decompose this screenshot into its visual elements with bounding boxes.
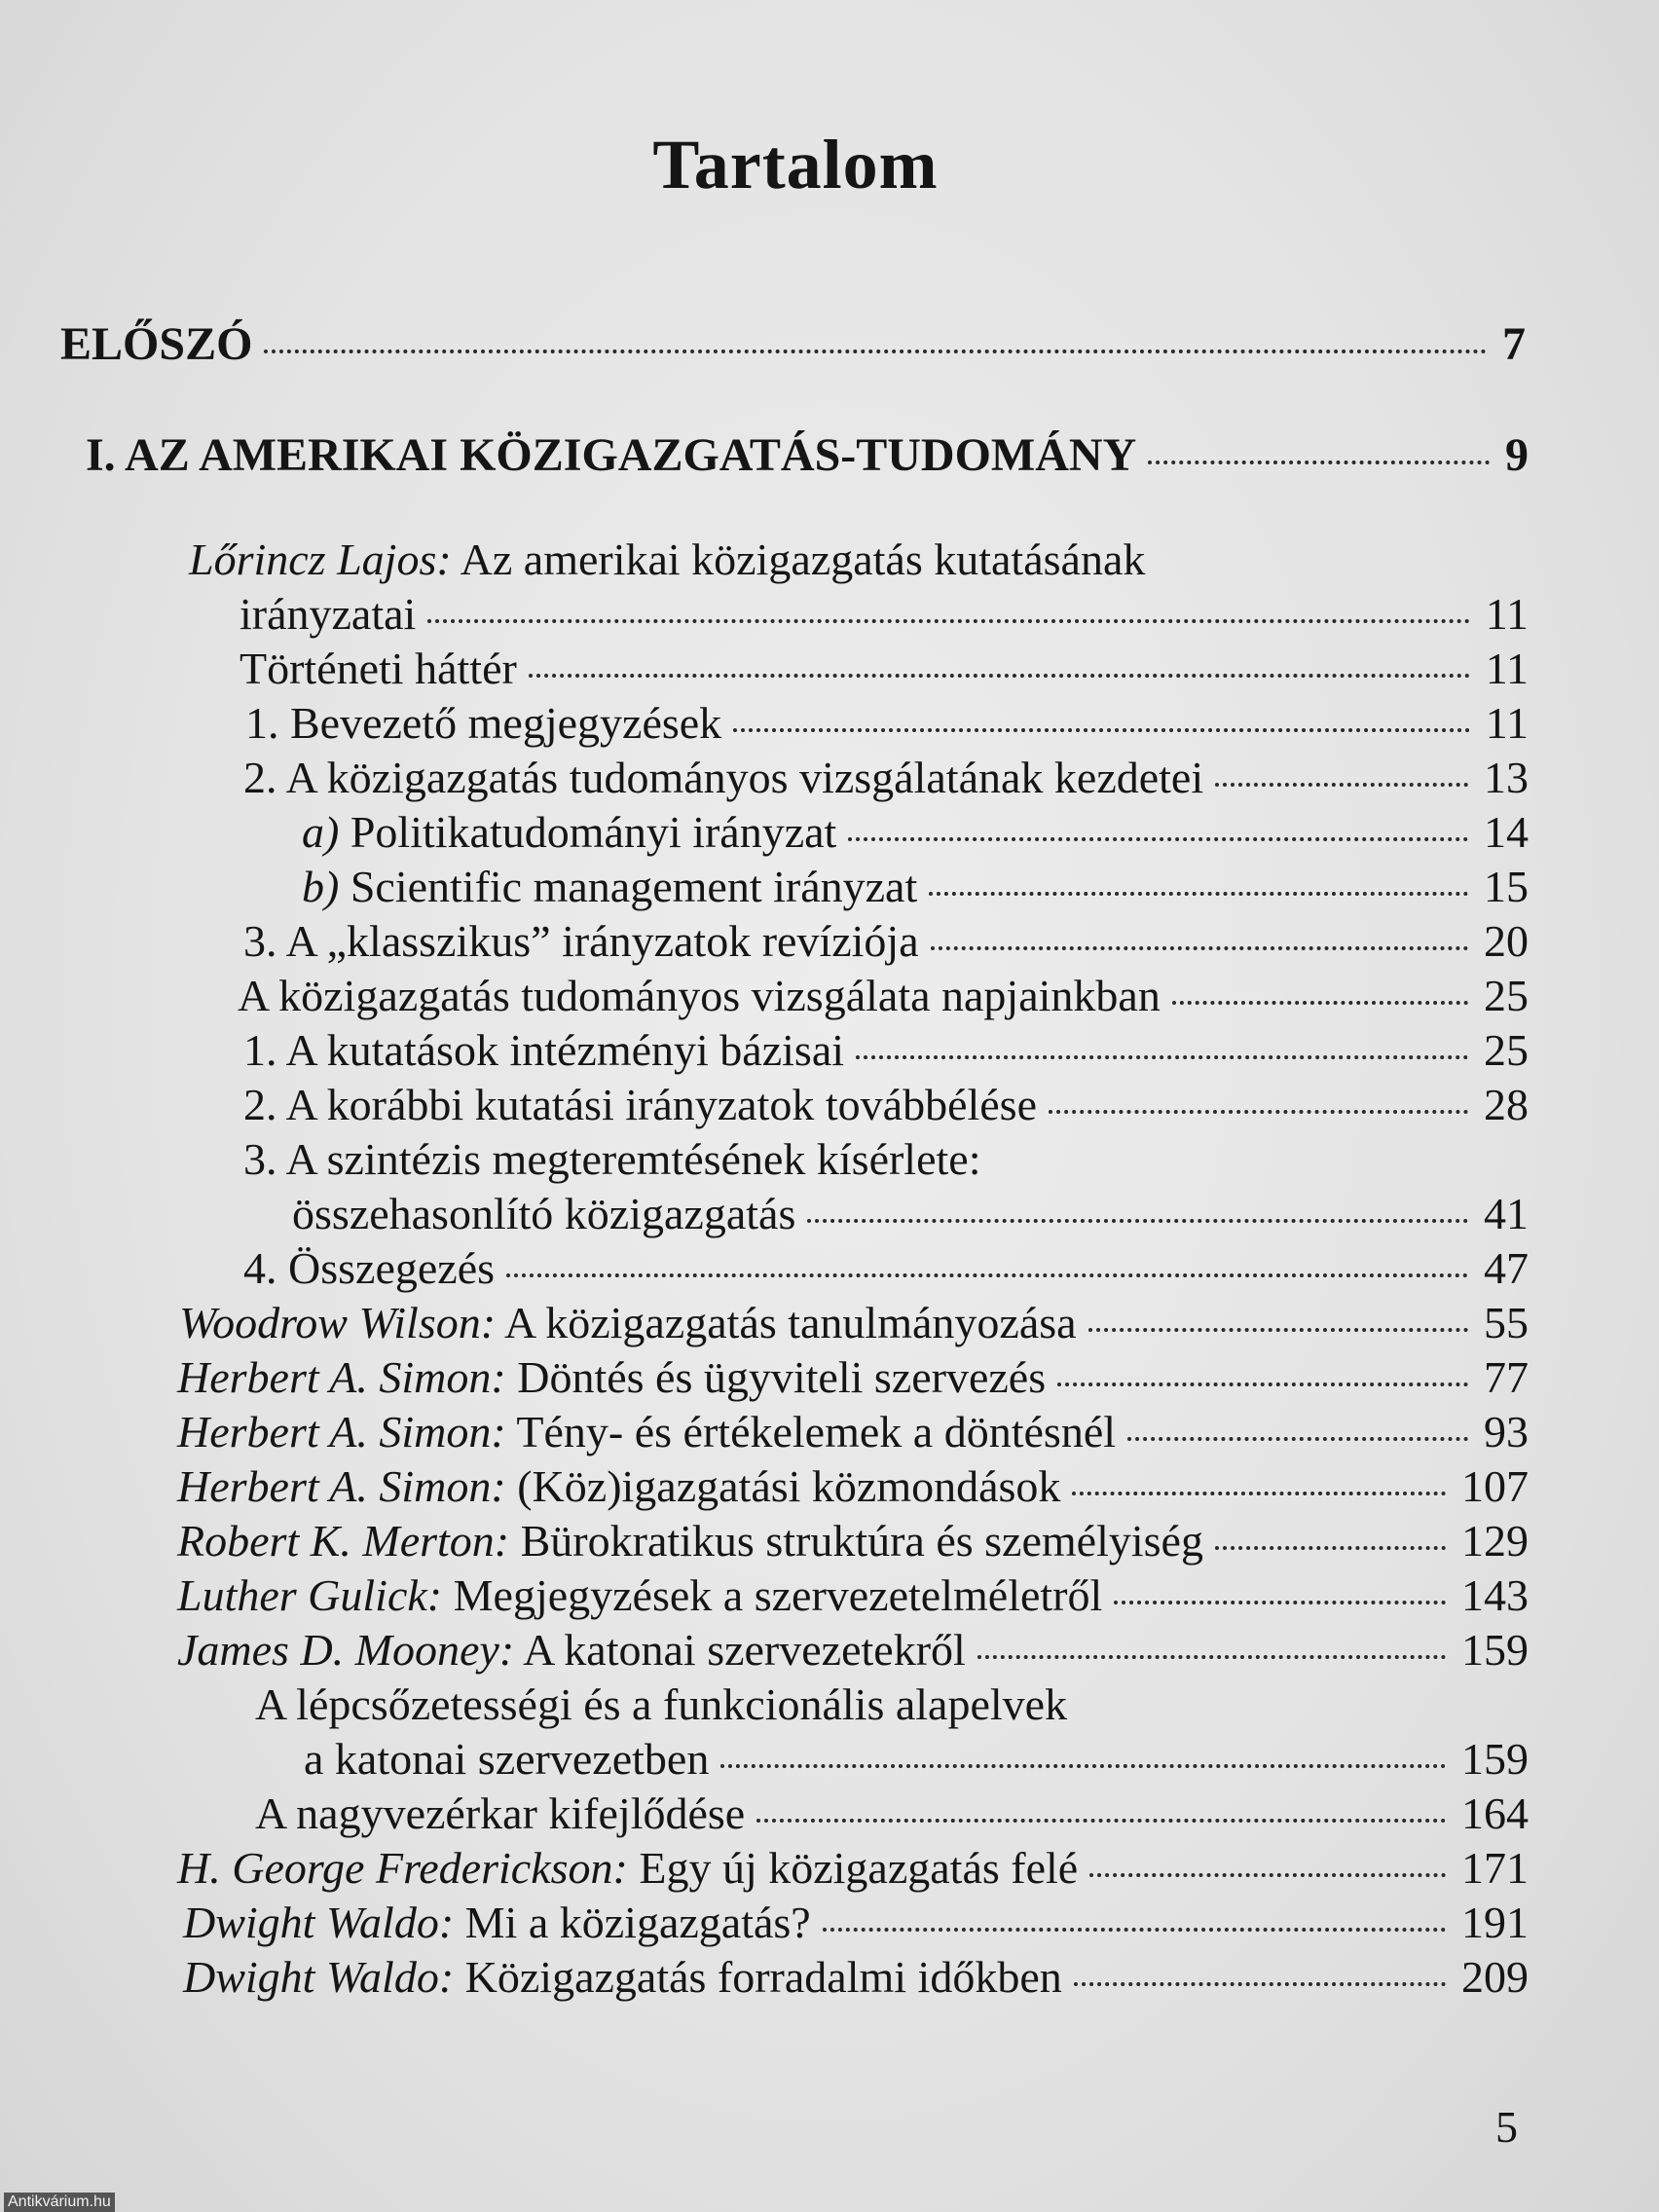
dot-leader — [1088, 1328, 1468, 1332]
toc-subpoint-marker: a) — [302, 807, 340, 857]
toc-entry-mooney — [177, 1625, 1529, 1675]
toc-author: Robert K. Merton: — [177, 1516, 510, 1566]
toc-entry-label: A közigazgatás tanulmányozása — [496, 1298, 1077, 1347]
dot-leader — [1215, 1546, 1446, 1550]
dot-leader — [1148, 461, 1490, 464]
toc-entry-label: Az amerikai közigazgatás kutatásának — [451, 535, 1146, 584]
toc-page-number: 9 — [1505, 429, 1529, 481]
dot-leader — [931, 946, 1468, 950]
dot-leader — [427, 619, 1469, 623]
toc-entry-label: (Köz)igazgatási közmondások — [505, 1461, 1061, 1511]
dot-leader — [977, 1655, 1446, 1659]
toc-page-number: 25 — [1484, 1025, 1529, 1075]
toc-entry-label: 3. A szintézis megteremtésének kísérlete: — [243, 1134, 981, 1184]
toc-page-number: 11 — [1485, 589, 1529, 639]
dot-leader — [529, 674, 1470, 678]
toc-page-number: 7 — [1502, 318, 1526, 370]
dot-leader — [1114, 1601, 1446, 1604]
toc-entry-label: Mi a közigazgatás? — [454, 1898, 811, 1947]
toc-author: Herbert A. Simon: — [177, 1461, 506, 1511]
watermark: Antikvárium.hu — [4, 2193, 115, 2212]
toc-entry-label: a katonai szervezetben — [304, 1734, 710, 1784]
dot-leader — [1074, 1982, 1446, 1986]
toc-entry-tovabbelese — [243, 1080, 1529, 1129]
toc-entry-label: Scientific management irányzat — [339, 862, 918, 911]
dot-leader — [807, 1219, 1468, 1223]
toc-page-number: 14 — [1484, 807, 1529, 857]
dot-leader — [756, 1819, 1446, 1823]
dot-leader — [1072, 1492, 1446, 1495]
toc-entry-label: irányzatai — [240, 589, 417, 639]
toc-entry-label: Politikatudományi irányzat — [339, 807, 837, 857]
toc-entry-merton — [177, 1516, 1529, 1566]
toc-author: Luther Gulick: — [177, 1570, 443, 1620]
toc-page-number: 159 — [1461, 1734, 1529, 1784]
toc-entry-lorincz — [189, 537, 1145, 582]
toc-entry-label: 3. A „klasszikus” irányzatok revíziója — [243, 916, 919, 966]
toc-entry-label: 2. A közigazgatás tudományos vizsgálatának kezdetei — [243, 753, 1204, 802]
toc-entry-label: A katonai szervezetekről — [514, 1625, 966, 1675]
toc-author: Herbert A. Simon: — [177, 1407, 506, 1456]
toc-page-number: 41 — [1484, 1189, 1529, 1238]
toc-entry-nagyvezerkar — [255, 1788, 1529, 1838]
toc-author: Lőrincz Lajos: — [189, 535, 452, 584]
toc-page-number: 11 — [1485, 698, 1529, 748]
toc-page-number: 159 — [1461, 1625, 1529, 1675]
toc-entry-label: Közigazgatás forradalmi időkben — [454, 1952, 1062, 2002]
toc-page-number: 93 — [1484, 1407, 1529, 1456]
dot-leader — [1127, 1437, 1468, 1441]
dot-leader — [1215, 783, 1468, 787]
toc-entry-simon-1 — [177, 1352, 1529, 1402]
toc-entry-label: I. AZ AMERIKAI KÖZIGAZGATÁS-TUDOMÁNY — [86, 429, 1137, 481]
toc-entry-label: Egy új közigazgatás felé — [627, 1843, 1079, 1893]
toc-page-number: 13 — [1484, 753, 1529, 802]
dot-leader — [823, 1928, 1446, 1932]
toc-page-number: 15 — [1484, 862, 1529, 911]
toc-page-number: 164 — [1461, 1788, 1529, 1838]
toc-entry-label: Bürokratikus struktúra és személyiség — [509, 1516, 1203, 1566]
toc-entry-osszegezes — [243, 1243, 1529, 1293]
toc-entry-label: A közigazgatás tudományos vizsgálata napjainkban — [238, 971, 1161, 1020]
toc-entry-label: A nagyvezérkar kifejlődése — [255, 1788, 746, 1838]
toc-page-number: 209 — [1461, 1952, 1529, 2002]
toc-entry-bevezeto — [245, 698, 1529, 748]
toc-page-number: 143 — [1461, 1570, 1529, 1620]
toc-page-number: 28 — [1484, 1080, 1529, 1129]
toc-page-number: 107 — [1461, 1461, 1529, 1511]
toc-page-number: 11 — [1485, 644, 1529, 693]
toc-entry-waldo-2 — [183, 1952, 1529, 2002]
dot-leader — [506, 1273, 1468, 1277]
toc-entry-iranyzatai — [240, 589, 1529, 639]
toc-entry-simon-3 — [177, 1461, 1529, 1511]
toc-entry-label: 2. A korábbi kutatási irányzatok továbbélése — [243, 1080, 1037, 1129]
toc-page-number: 77 — [1484, 1352, 1529, 1402]
toc-entry-label: Tény- és értékelemek a döntésnél — [505, 1407, 1117, 1456]
toc-entry-gulick — [177, 1570, 1529, 1620]
toc-entry-chapter-1 — [86, 429, 1529, 481]
toc-entry-szintezis — [243, 1134, 981, 1184]
toc-entry-intezmenyi-bazisai — [243, 1025, 1529, 1075]
toc-entry-kezdetei — [243, 753, 1529, 802]
toc-entry-label: 4. Összegezés — [243, 1243, 496, 1293]
toc-entry-scientific-management — [302, 862, 1529, 911]
toc-page-number: 20 — [1484, 916, 1529, 966]
toc-entry-napjainkban — [238, 971, 1529, 1020]
toc-entry-eloszo — [60, 318, 1526, 370]
toc-entry-wilson — [179, 1298, 1529, 1347]
toc-page-number: 55 — [1484, 1298, 1529, 1347]
toc-page-number: 25 — [1484, 971, 1529, 1020]
toc-entry-torteneti-hatter — [240, 646, 1529, 691]
toc-page-number: 47 — [1484, 1243, 1529, 1293]
toc-page-number: 171 — [1461, 1843, 1529, 1893]
toc-entry-politikatudomanyi — [302, 807, 1529, 857]
toc-entry-revizioja — [243, 916, 1529, 966]
dot-leader — [1049, 1110, 1468, 1114]
toc-author: H. George Frederickson: — [177, 1843, 628, 1893]
toc-entry-label: Történeti háttér — [240, 644, 517, 693]
dot-leader — [848, 837, 1468, 841]
toc-author: James D. Mooney: — [177, 1625, 515, 1675]
toc-entry-label: Megjegyzések a szervezetelméletről — [442, 1570, 1103, 1620]
dot-leader — [1172, 1001, 1468, 1005]
toc-author: Dwight Waldo: — [183, 1898, 455, 1947]
toc-entry-katonai-szervezetben — [304, 1734, 1529, 1784]
dot-leader — [1089, 1873, 1446, 1877]
page-number: 5 — [1495, 2102, 1518, 2152]
toc-entry-label: összehasonlító közigazgatás — [292, 1189, 796, 1238]
toc-entry-label: 1. Bevezető megjegyzések — [245, 698, 722, 748]
dot-leader — [856, 1055, 1468, 1059]
toc-page-number: 129 — [1461, 1516, 1529, 1566]
toc-author: Woodrow Wilson: — [179, 1298, 497, 1347]
toc-entry-frederickson — [177, 1843, 1529, 1893]
toc-author: Herbert A. Simon: — [177, 1352, 506, 1402]
toc-entry-simon-2 — [177, 1407, 1529, 1456]
dot-leader — [720, 1764, 1446, 1768]
toc-entry-osszehasonlito — [292, 1189, 1529, 1238]
page-title: Tartalom — [652, 126, 939, 203]
dot-leader — [264, 350, 1487, 353]
toc-entry-label: A lépcsőzetességi és a funkcionális alapelvek — [255, 1679, 1068, 1729]
dot-leader — [733, 728, 1470, 732]
toc-entry-lepcsozetessegi — [255, 1679, 1068, 1729]
toc-page-number: 191 — [1461, 1898, 1529, 1947]
dot-leader — [929, 892, 1468, 896]
toc-entry-label: ELŐSZÓ — [60, 318, 253, 370]
dot-leader — [1057, 1382, 1468, 1386]
toc-author: Dwight Waldo: — [183, 1952, 455, 2002]
toc-entry-waldo-1 — [183, 1900, 1529, 1945]
toc-subpoint-marker: b) — [302, 862, 340, 911]
toc-entry-label: Döntés és ügyviteli szervezés — [505, 1352, 1047, 1402]
toc-entry-label: 1. A kutatások intézményi bázisai — [243, 1025, 845, 1075]
